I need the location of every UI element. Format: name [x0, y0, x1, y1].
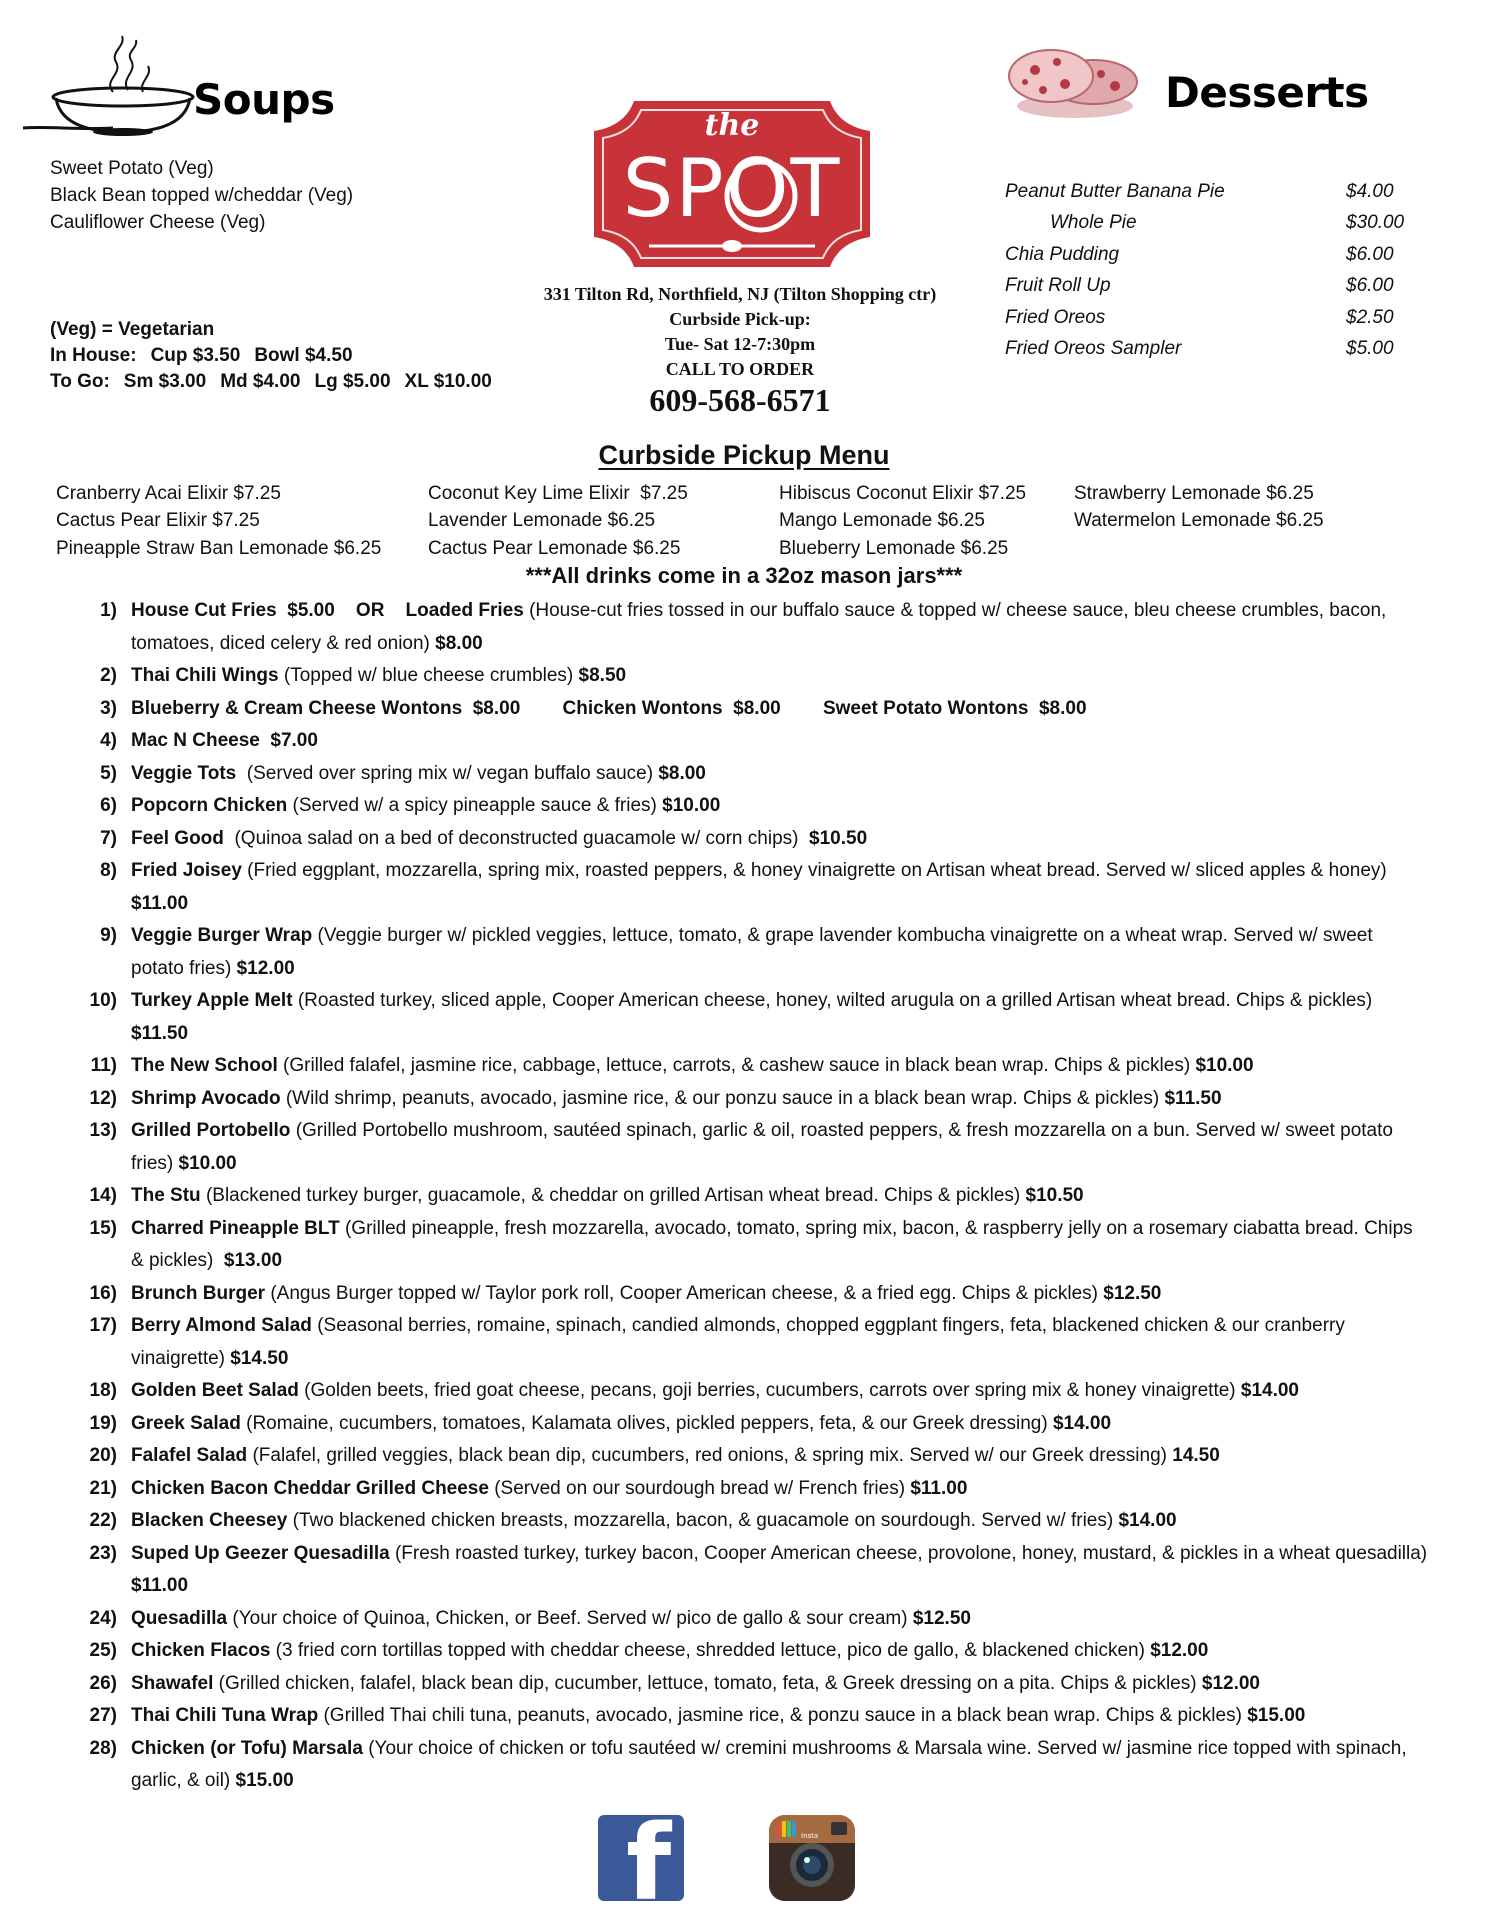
- menu-item-description: (Topped w/ blue cheese crumbles): [283, 665, 579, 686]
- facebook-icon[interactable]: [598, 1815, 684, 1901]
- menu-item: [85, 790, 1430, 823]
- soup-pricing: [50, 317, 492, 395]
- menu-item-name-or-price: $10.00: [178, 1152, 237, 1174]
- menu-item: [85, 1700, 1430, 1733]
- drink-item: Lavender Lemonade $6.25: [428, 510, 656, 531]
- dessert-item: Peanut Butter Banana Pie $4.00: [1005, 180, 1394, 202]
- menu-item: [85, 1408, 1430, 1441]
- menu-list: [85, 595, 1433, 1798]
- menu-item: [85, 823, 1430, 856]
- menu-item: [85, 1668, 1430, 1701]
- menu-item-number: 2): [100, 665, 117, 686]
- menu-item-description: (Quinoa salad on a bed of deconstructed guacamole w/ corn chips): [229, 827, 810, 849]
- menu-item-name-or-price: Chicken Flacos: [131, 1640, 276, 1661]
- menu-item-name-or-price: $8.00: [658, 762, 706, 784]
- menu-item-name-or-price: $12.00: [236, 957, 295, 979]
- drink-item: Cranberry Acai Elixir $7.25: [56, 483, 281, 504]
- menu-item: [85, 660, 1430, 693]
- menu-item-text: [131, 1538, 1433, 1603]
- menu-item-description: (House-cut fries tossed in our buffalo sauce & topped w/ cheese sauce, bleu cheese crumbles, bacon, tomatoes, diced celery & red onion): [131, 600, 1392, 654]
- menu-item-text: [131, 1603, 1430, 1636]
- instagram-label: Insta: [801, 1832, 819, 1840]
- menu-item: [85, 1538, 1433, 1603]
- menu-item-name-or-price: The New School: [131, 1055, 284, 1076]
- menu-item-description: (Veggie burger w/ pickled veggies, lettuce, tomato, & grape lavender kombucha vinaigrette on a wheat wrap. Served w/ sweet potato fries): [131, 925, 1378, 979]
- menu-item-text: [131, 855, 1430, 920]
- facebook-glyph: f: [626, 1815, 672, 1901]
- menu-item: [85, 1440, 1430, 1473]
- menu-item-name-or-price: $8.00: [435, 632, 483, 654]
- menu-item-name-or-price: The Stu: [131, 1185, 206, 1206]
- menu-item-name-or-price: $12.00: [1150, 1640, 1209, 1661]
- menu-item-name-or-price: Feel Good: [131, 827, 230, 849]
- menu-item-description: (Grilled Thai chili tuna, peanuts, avocado, jasmine rice, & ponzu sauce in a black bean wrap. Chips & pickles): [323, 1705, 1248, 1726]
- menu-item-text: [131, 1635, 1430, 1668]
- menu-item-text: [131, 985, 1430, 1050]
- menu-item-description: (Roasted turkey, sliced apple, Cooper American cheese, honey, wilted arugula on a grilled Artisan wheat bread. Chips & pickles): [297, 990, 1383, 1011]
- menu-item-name-or-price: Blacken Cheesey: [131, 1510, 293, 1531]
- phone-number[interactable]: 609-568-6571: [649, 382, 831, 418]
- menu-item: [85, 595, 1430, 660]
- menu-item-number: 1): [100, 600, 117, 621]
- menu-item-name-or-price: $13.00: [223, 1250, 283, 1271]
- drink-item: Hibiscus Coconut Elixir $7.25: [779, 483, 1027, 504]
- menu-item-text: [131, 790, 1430, 823]
- hours: Tue- Sat 12-7:30pm: [664, 334, 816, 354]
- menu-item-text: [131, 920, 1430, 985]
- menu-item-name-or-price: $11.00: [910, 1477, 968, 1499]
- menu-item-name-or-price: Shrimp Avocado: [131, 1087, 286, 1109]
- menu-item-name-or-price: Chicken Bacon Cheddar Grilled Cheese: [131, 1477, 495, 1499]
- menu-item-text: [131, 1180, 1430, 1213]
- menu-item-number: 14): [89, 1185, 117, 1206]
- menu-item-number: 24): [89, 1607, 117, 1629]
- menu-item: [85, 1180, 1430, 1213]
- restaurant-info: [500, 282, 980, 382]
- drinks-note: ***All drinks come in a 32oz mason jars***: [525, 563, 963, 588]
- menu-item-name-or-price: Blueberry & Cream Cheese Wontons $8.00 Chicken Wontons $8.00 Sweet Potato Wontons $8.00: [131, 697, 1087, 719]
- menu-item-number: 11): [90, 1055, 117, 1076]
- menu-item-number: 10): [89, 990, 117, 1011]
- menu-item: [85, 1635, 1430, 1668]
- menu-item-name-or-price: Thai Chili Wings: [131, 665, 284, 686]
- logo-spot-text: SPOT: [622, 142, 842, 235]
- menu-item-description: (Served on our sourdough bread w/ French fries): [494, 1477, 911, 1499]
- drink-item: Cactus Pear Elixir $7.25: [56, 510, 260, 531]
- menu-item-number: 8): [100, 860, 117, 881]
- menu-item-number: 4): [100, 730, 117, 751]
- menu-item-text: [131, 1505, 1430, 1538]
- pickup-label: Curbside Pick-up:: [669, 309, 811, 329]
- menu-item-description: (Grilled chicken, falafel, black bean dip, cucumber, lettuce, tomato, feta, & Greek dressing on a pita. Chips & pickles): [218, 1672, 1202, 1694]
- menu-item-description: (Angus Burger topped w/ Taylor pork roll, Cooper American cheese, & a fried egg. Chips & pickles): [270, 1282, 1104, 1304]
- menu-item-number: 26): [89, 1672, 117, 1694]
- menu-item-text: [131, 595, 1430, 660]
- menu-item: [85, 1310, 1430, 1375]
- menu-item-number: 23): [89, 1542, 117, 1564]
- menu-item-description: (Blackened turkey burger, guacamole, & cheddar on grilled Artisan wheat bread. Chips & pickles): [205, 1185, 1026, 1206]
- menu-item-name-or-price: Berry Almond Salad: [131, 1315, 318, 1336]
- menu-item: [85, 985, 1430, 1050]
- soup-bowl-icon: [18, 32, 198, 138]
- menu-item-name-or-price: $11.50: [131, 1022, 189, 1044]
- soups-title: Soups: [193, 75, 335, 124]
- menu-item-number: 22): [89, 1510, 117, 1531]
- menu-item-text: [131, 1408, 1430, 1441]
- logo-the-text: the: [704, 108, 760, 143]
- menu-item-number: 6): [100, 795, 117, 816]
- menu-item-description: (Wild shrimp, peanuts, avocado, jasmine rice, & our ponzu sauce in a black bean wrap. Chips & pickles): [285, 1087, 1165, 1109]
- menu-item: [85, 693, 1430, 726]
- menu-item-name-or-price: Suped Up Geezer Quesadilla: [131, 1542, 395, 1564]
- menu-item-name-or-price: $10.50: [1025, 1185, 1084, 1206]
- menu-item-text: [131, 693, 1430, 726]
- menu-item-text: [131, 660, 1430, 693]
- menu-item-name-or-price: $14.00: [1240, 1380, 1300, 1401]
- menu-item: [85, 1505, 1430, 1538]
- menu-item-name-or-price: $11.00: [131, 892, 189, 914]
- menu-item: [85, 1733, 1430, 1798]
- menu-item-name-or-price: $12.50: [912, 1607, 971, 1629]
- menu-item-description: (Your choice of chicken or tofu sautéed w/ cremini mushrooms & Marsala wine. Served w/ jasmine rice topped with spinach, garlic, & oil): [131, 1737, 1412, 1791]
- menu-item-description: (Falafel, grilled veggies, black bean dip, cucumbers, red onions, & spring mix. Served w/ our Greek dressing): [252, 1445, 1173, 1466]
- dessert-item: Fruit Roll Up $6.00: [1005, 275, 1394, 297]
- menu-item-text: [131, 1733, 1430, 1798]
- menu-item-text: [131, 823, 1430, 856]
- menu-item-number: 25): [89, 1640, 117, 1661]
- menu-item-number: 18): [89, 1380, 117, 1401]
- menu-item-number: 17): [89, 1315, 117, 1336]
- menu-item-number: 20): [89, 1445, 117, 1466]
- menu-item-name-or-price: Golden Beet Salad: [131, 1380, 305, 1401]
- menu-item-name-or-price: Chicken (or Tofu) Marsala: [131, 1737, 369, 1759]
- call-to-order: CALL TO ORDER: [665, 359, 815, 379]
- menu-item-name-or-price: $15.00: [235, 1770, 294, 1791]
- menu-item-number: 12): [89, 1087, 117, 1109]
- menu-item-name-or-price: Shawafel: [131, 1672, 219, 1694]
- menu-item-name-or-price: $14.00: [1052, 1412, 1112, 1434]
- menu-item-number: 16): [89, 1282, 117, 1304]
- menu-item-text: [131, 1115, 1430, 1180]
- dessert-item: Fried Oreos $2.50: [1005, 306, 1394, 328]
- menu-item-description: (Grilled Portobello mushroom, sautéed spinach, garlic & oil, roasted peppers, & fresh mozzarella on a bun. Served w/ sweet potato fries): [131, 1120, 1399, 1174]
- menu-item: [85, 758, 1430, 791]
- menu-item-text: [131, 1440, 1430, 1473]
- drink-item: Coconut Key Lime Elixir $7.25: [428, 483, 688, 504]
- menu-item-description: (Served w/ a spicy pineapple sauce & fries): [292, 795, 663, 816]
- menu-item-number: 3): [100, 697, 117, 719]
- menu-item-number: 28): [89, 1737, 117, 1759]
- menu-item-description: (Grilled falafel, jasmine rice, cabbage, lettuce, carrots, & cashew sauce in black bean wrap. Chips & pickles): [283, 1055, 1196, 1076]
- menu-item-name-or-price: $10.50: [809, 827, 868, 849]
- address: 331 Tilton Rd, Northfield, NJ (Tilton Shopping ctr): [543, 284, 937, 304]
- menu-item-name-or-price: $11.00: [131, 1575, 189, 1596]
- menu-item-text: [131, 1310, 1430, 1375]
- menu-item-name-or-price: Grilled Portobello: [131, 1120, 296, 1141]
- menu-item: [85, 1375, 1430, 1408]
- menu-item-name-or-price: $12.50: [1103, 1282, 1162, 1304]
- menu-item-text: [131, 1700, 1430, 1733]
- menu-item-number: 5): [100, 762, 117, 784]
- drink-item: Strawberry Lemonade $6.25: [1074, 483, 1314, 504]
- menu-item-text: [131, 1375, 1430, 1408]
- soup-item: Cauliflower Cheese (Veg): [50, 212, 266, 233]
- menu-item: [85, 1050, 1430, 1083]
- menu-item-name-or-price: $14.00: [1118, 1510, 1177, 1531]
- menu-item-name-or-price: Greek Salad: [131, 1412, 247, 1434]
- menu-item-number: 13): [89, 1120, 117, 1141]
- menu-item: [85, 1213, 1430, 1278]
- menu-item-text: [131, 1278, 1430, 1311]
- menu-item: [85, 1115, 1430, 1180]
- menu-item-name-or-price: Veggie Tots: [131, 762, 242, 784]
- dessert-item: Whole Pie $30.00: [1050, 212, 1405, 234]
- menu-item-name-or-price: Thai Chili Tuna Wrap: [131, 1705, 324, 1726]
- menu-item-description: (Your choice of Quinoa, Chicken, or Beef. Served w/ pico de gallo & sour cream): [232, 1607, 913, 1629]
- menu-item-text: [131, 758, 1430, 791]
- menu-item: [85, 1278, 1430, 1311]
- menu-item-name-or-price: Mac N Cheese $7.00: [131, 730, 318, 751]
- dessert-item: Chia Pudding $6.00: [1005, 243, 1394, 265]
- menu-item-description: (Served over spring mix w/ vegan buffalo sauce): [241, 762, 659, 784]
- drink-item: Mango Lemonade $6.25: [779, 510, 985, 531]
- soup-list: [50, 155, 353, 236]
- menu-item-name-or-price: Fried Joisey: [131, 860, 248, 881]
- menu-item-description: (Golden beets, fried goat cheese, pecans, goji berries, cucumbers, carrots over spring mix & honey vinaigrette): [304, 1380, 1241, 1401]
- menu-item-text: [131, 1083, 1430, 1116]
- menu-item-description: (Seasonal berries, romaine, spinach, candied almonds, chopped eggplant fingers, feta, blackened chicken & our cranberry vinaigrette): [131, 1315, 1351, 1369]
- drink-item: Watermelon Lemonade $6.25: [1074, 510, 1324, 531]
- cookie-icon: [1005, 40, 1140, 122]
- menu-item-description: (Fresh roasted turkey, turkey bacon, Cooper American cheese, provolone, honey, mustard, & pickles in a wheat quesadilla): [394, 1542, 1433, 1564]
- menu-item-text: [131, 1050, 1430, 1083]
- menu-item-name-or-price: $14.50: [230, 1347, 289, 1369]
- menu-item-number: 9): [100, 925, 117, 946]
- dessert-item: Fried Oreos Sampler $5.00: [1005, 338, 1394, 360]
- to-go-pricing: To Go: Sm $3.00 Md $4.00 Lg $5.00 XL $10.00: [50, 371, 492, 392]
- soup-item: Sweet Potato (Veg): [50, 158, 214, 179]
- menu-item-description: (3 fried corn tortillas topped with cheddar cheese, shredded lettuce, pico de gallo, & blackened chicken): [275, 1640, 1151, 1661]
- menu-item: [85, 1083, 1430, 1116]
- soup-item: Black Bean topped w/cheddar (Veg): [50, 185, 354, 206]
- menu-item-number: 19): [89, 1412, 117, 1434]
- dessert-list: [1005, 176, 1425, 365]
- in-house-pricing: In House: Cup $3.50 Bowl $4.50: [50, 345, 353, 366]
- menu-item-name-or-price: $8.50: [578, 665, 627, 686]
- menu-item-number: 21): [89, 1477, 117, 1499]
- menu-item-name-or-price: Turkey Apple Melt: [131, 990, 298, 1011]
- drink-item: Cactus Pear Lemonade $6.25: [428, 538, 681, 559]
- menu-item-number: 27): [89, 1705, 117, 1726]
- menu-item: [85, 1603, 1430, 1636]
- menu-item: [85, 725, 1430, 758]
- menu-item-text: [131, 725, 1430, 758]
- menu-item-text: [131, 1668, 1430, 1701]
- menu-item-description: (Two blackened chicken breasts, mozzarella, bacon, & guacamole on sourdough. Served w/ fries): [292, 1510, 1119, 1531]
- menu-item-number: 15): [89, 1217, 117, 1239]
- curbside-menu-title: Curbside Pickup Menu: [598, 440, 890, 470]
- menu-item-number: 7): [100, 827, 117, 849]
- menu-item-name-or-price: $11.50: [1164, 1087, 1222, 1109]
- menu-item: [85, 920, 1430, 985]
- drink-item: Blueberry Lemonade $6.25: [779, 538, 1009, 559]
- menu-item-name-or-price: Brunch Burger: [131, 1282, 271, 1304]
- veg-legend: (Veg) = Vegetarian: [50, 319, 215, 340]
- instagram-icon[interactable]: [769, 1815, 855, 1901]
- menu-item-description: (Grilled pineapple, fresh mozzarella, avocado, tomato, spring mix, bacon, & raspberry jelly on a rosemary ciabatta bread. Chips & pickles): [131, 1217, 1418, 1271]
- menu-item-name-or-price: $15.00: [1247, 1705, 1306, 1726]
- menu-item-name-or-price: $10.00: [1195, 1055, 1254, 1076]
- desserts-title: Desserts: [1165, 68, 1369, 117]
- menu-item: [85, 855, 1430, 920]
- menu-item-name-or-price: Quesadilla: [131, 1607, 233, 1629]
- menu-item-name-or-price: Popcorn Chicken: [131, 795, 293, 816]
- menu-item-name-or-price: House Cut Fries $5.00 OR Loaded Fries: [131, 600, 530, 621]
- menu-item-name-or-price: 14.50: [1172, 1445, 1220, 1466]
- menu-item-name-or-price: Falafel Salad: [131, 1445, 253, 1466]
- menu-item-text: [131, 1213, 1430, 1278]
- menu-item-name-or-price: $10.00: [662, 795, 721, 816]
- menu-item-description: (Fried eggplant, mozzarella, spring mix, roasted peppers, & honey vinaigrette on Artisan wheat bread. Served w/ sliced apples & honey): [247, 860, 1393, 881]
- menu-item-name-or-price: Charred Pineapple BLT: [131, 1217, 345, 1239]
- menu-item: [85, 1473, 1430, 1506]
- menu-item-description: (Romaine, cucumbers, tomatoes, Kalamata olives, pickled peppers, feta, & our Greek dressing): [246, 1412, 1053, 1434]
- menu-item-name-or-price: Veggie Burger Wrap: [131, 925, 318, 946]
- drink-item: Pineapple Straw Ban Lemonade $6.25: [56, 538, 382, 559]
- menu-item-name-or-price: $12.00: [1201, 1672, 1260, 1694]
- menu-item-text: [131, 1473, 1430, 1506]
- the-spot-logo: [589, 96, 875, 272]
